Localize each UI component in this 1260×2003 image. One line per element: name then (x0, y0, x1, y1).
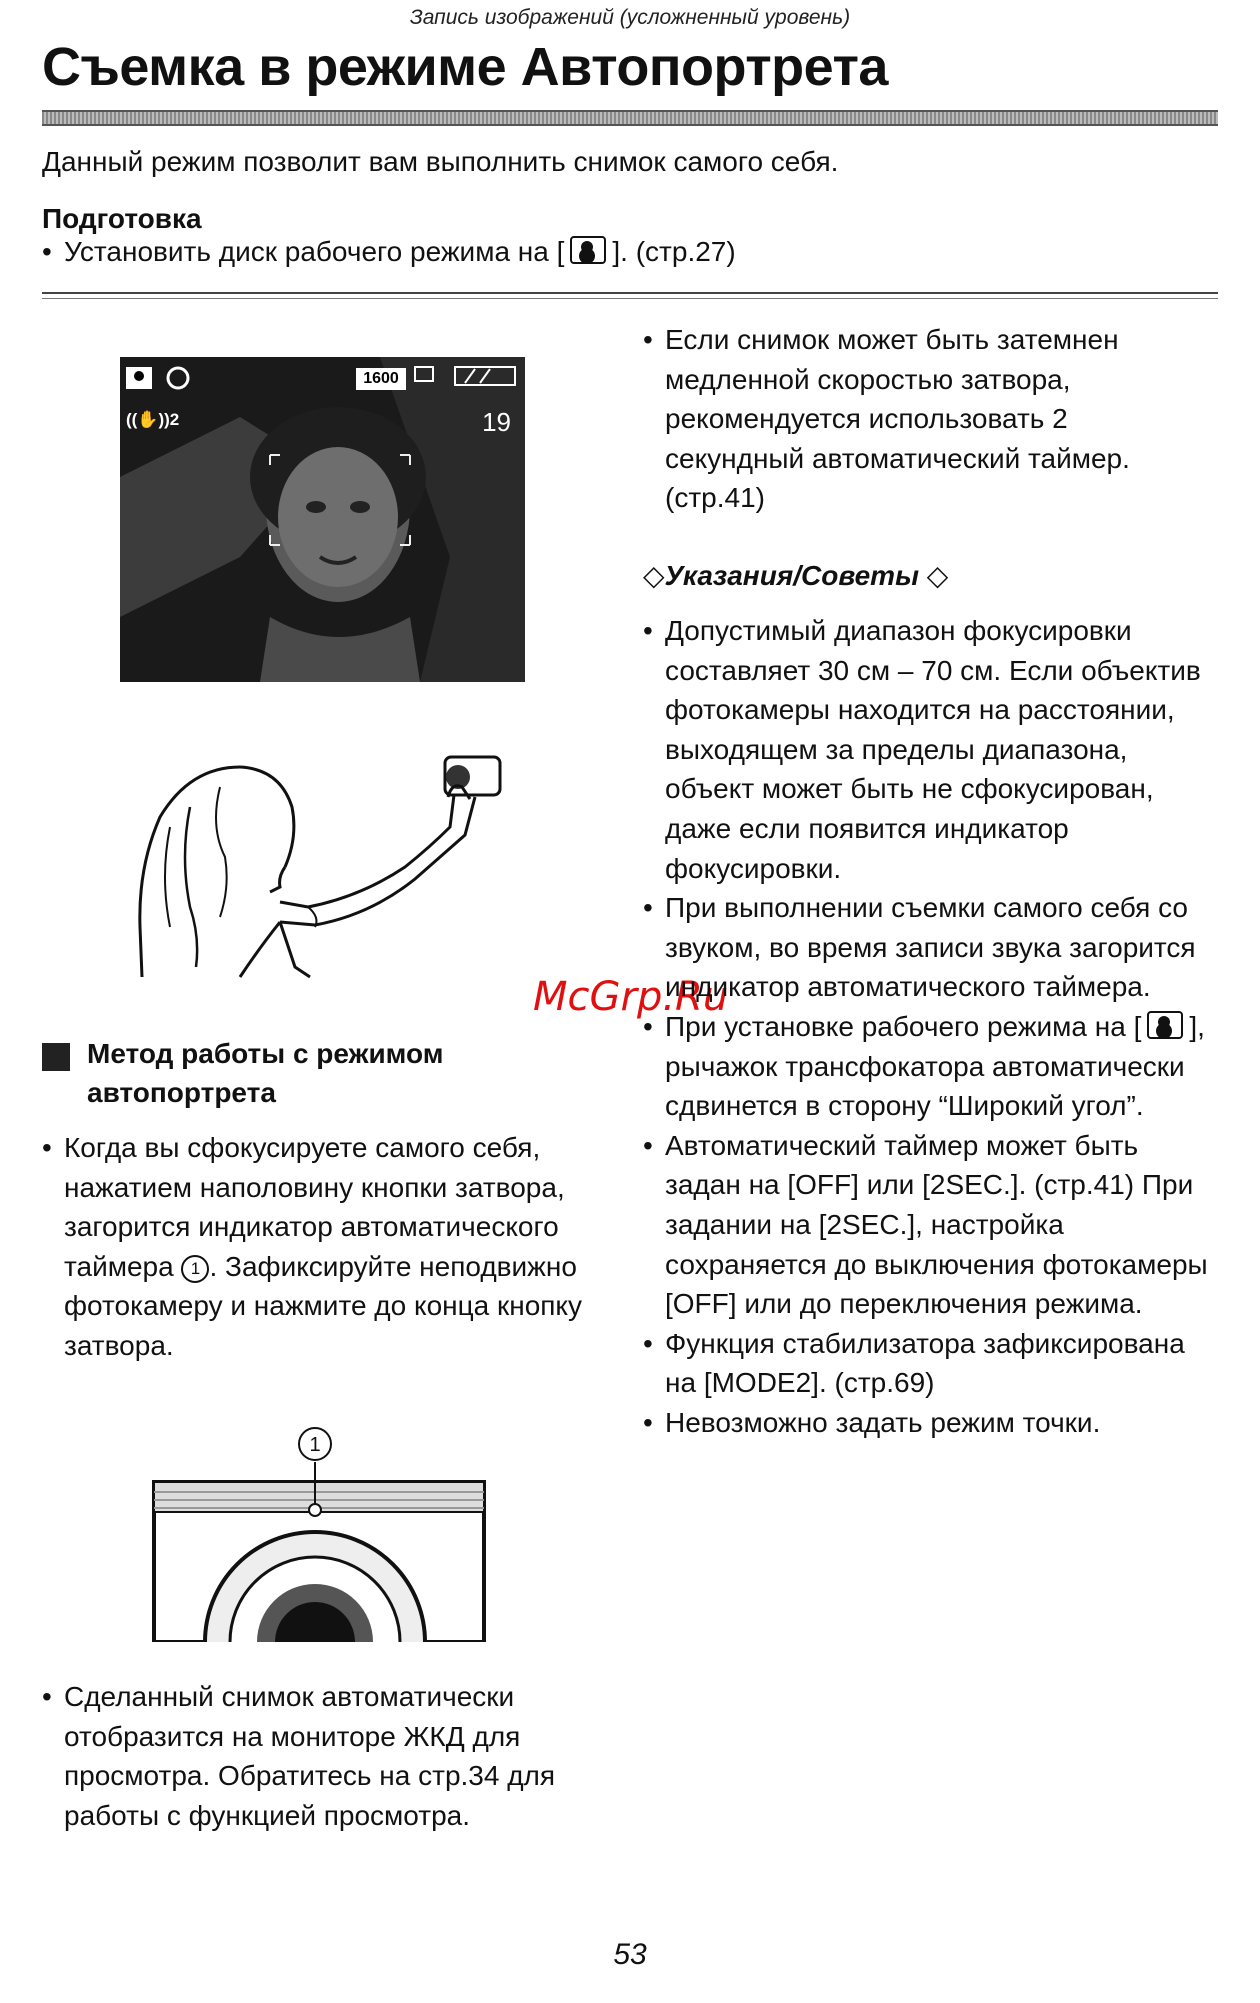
diamond-icon: ◇ (926, 560, 949, 591)
tip-item-audio: • При выполнении съемки самого себя со звуком, во время записи звука загорится индикатор автоматического таймера. (643, 888, 1213, 1007)
callout-marker-1: 1 (181, 1255, 209, 1283)
lcd-iso-badge: 1600 (356, 368, 406, 390)
method-title-line1: Метод работы с режимом (87, 1038, 444, 1069)
tip3-text-after: ], рычажок трансфокатора автоматически сдвинется в сторону “Широкий угол”. (665, 1010, 1205, 1122)
tip-item-stabilizer: • Функция стабилизатора зафиксирована на [MODE2]. (стр.69) (643, 1324, 1213, 1403)
preparation-item-text-after: ]. (стр.27) (612, 236, 736, 267)
method-title-line2: автопортрета (87, 1077, 276, 1108)
separator-line-thin (42, 298, 1218, 299)
tip-item-focus-range: • Допустимый диапазон фокусировки составляет 30 см – 70 см. Если объектив фотокамеры находится на расстоянии, выходящем за пределы диапазона, объект может быть не сфокусирован, даже если появится индикатор фокусировки. (643, 611, 1213, 888)
slow-shutter-note (643, 320, 1213, 518)
diamond-icon: ◇ (643, 560, 665, 591)
self-portrait-mode-icon (1147, 1011, 1183, 1039)
method-para1-part2: . Зафиксируйте неподвижно фотокамеру и нажмите до конца кнопку затвора. (64, 1250, 582, 1361)
tip-item-spot-mode: • Невозможно задать режим точки. (643, 1403, 1213, 1443)
method-para1-part1: Когда вы сфокусируете самого себя, нажатием наполовину кнопки затвора, загорится индикатор автоматического таймера (64, 1132, 565, 1282)
method-paragraph-1 (42, 1128, 622, 1366)
watermark: McGrp.Ru (533, 974, 729, 1020)
lcd-screen-photo (120, 357, 525, 682)
camera-front-illustration (150, 1422, 490, 1642)
list-item: • Сделанный снимок автоматически отобразится на мониторе ЖКД для просмотра. Обратитесь на стр.34 для работы с функцией просмотра. (42, 1677, 622, 1835)
method-section-title (87, 1034, 443, 1112)
preparation-heading: Подготовка (42, 203, 202, 234)
lcd-photo-scene (120, 357, 525, 682)
list-item: • Если снимок может быть затемнен медленной скоростью затвора, рекомендуется использовать 2 секундный автоматический таймер. (стр.41) (643, 320, 1213, 518)
preparation-item-text-before: Установить диск рабочего режима на [ (64, 236, 565, 267)
tips-list (643, 611, 1213, 1442)
lcd-remaining-shots: 19 (482, 407, 511, 437)
method-paragraph-2 (42, 1677, 622, 1835)
separator-line (42, 292, 1218, 294)
tip-item-self-timer: • Автоматический таймер может быть задан на [OFF] или [2SEC.]. (стр.41) При задании на [2SEC.], настройка сохраняется до выключения фотокамеры [OFF] или до переключения режима. (643, 1126, 1213, 1324)
tips-heading (643, 559, 948, 592)
lcd-stabilizer-indicator: ((✋))2 (126, 410, 180, 429)
tips-heading-text: Указания/Советы (664, 560, 919, 591)
tip3-text-before: При установке рабочего режима на [ (665, 1010, 1142, 1042)
title-underline-bar (42, 110, 1218, 126)
tip-item-zoom (643, 1007, 1213, 1126)
list-item (42, 1128, 622, 1366)
self-portrait-mode-icon (570, 236, 606, 264)
page-number: 53 (613, 1938, 647, 1971)
page-title: Съемка в режиме Автопортрета (42, 37, 888, 97)
self-portrait-woman-illustration (130, 727, 530, 987)
intro-text: Данный режим позволит вам выполнить снимок самого себя. (42, 146, 839, 177)
running-header: Запись изображений (усложненный уровень) (409, 6, 851, 29)
section-marker-square (42, 1043, 70, 1071)
preparation-item (42, 236, 1260, 268)
camera-callout-number: 1 (309, 1434, 321, 1456)
